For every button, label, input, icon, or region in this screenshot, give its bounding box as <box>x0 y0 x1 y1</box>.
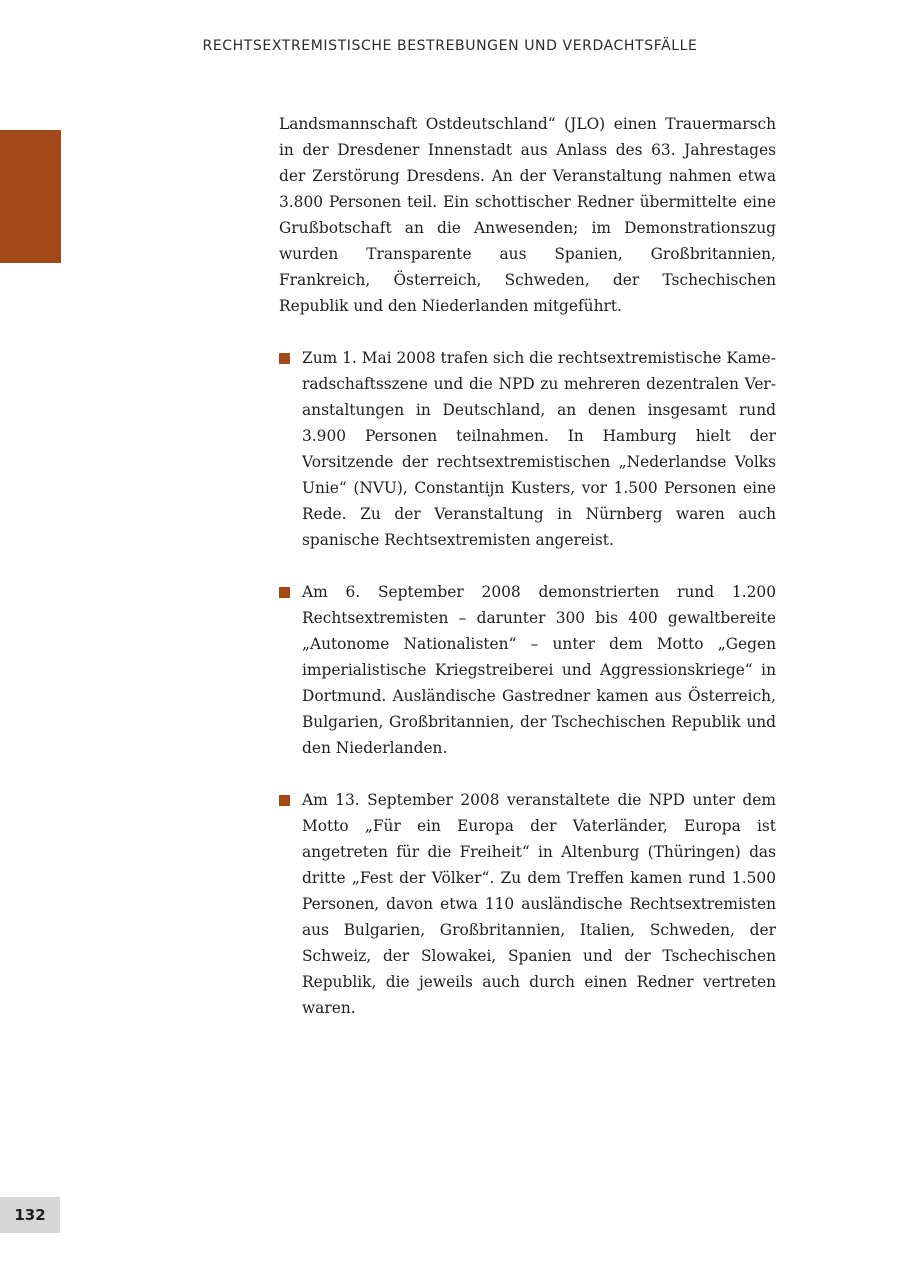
chapter-tab-marker <box>0 130 61 263</box>
page-number: 132 <box>0 1197 60 1233</box>
bullet-item <box>279 579 776 761</box>
square-bullet-icon <box>279 587 290 598</box>
bullet-text: Am 6. September 2008 demonstrierten rund 1.200 Rechtsextremisten – darunter 300 bis 400 gewaltbereite „Autonome Nationalisten“ – unter dem Motto „Gegen imperialistische Kriegstreiberei und Aggressionskriege“ in Dortmund. Ausländische Gastredner kamen aus Österreich, Bulgarien, Großbritannien, der Tschechischen Republik und den Niederlanden. <box>302 583 776 757</box>
running-header: RECHTSEXTREMISTISCHE BESTREBUNGEN UND VERDACHTSFÄLLE <box>202 38 698 54</box>
bullet-text: Am 13. September 2008 veranstaltete die NPD unter dem Motto „Für ein Europa der Vaterländer, Europa ist angetreten für die Freiheit“ in Altenburg (Thüringen) das dritte „Fest der Völker“. Zu dem Treffen kamen rund 1.500 Personen, davon etwa 110 ausländische Rechtsextremisten aus Bulgarien, Großbritannien, Italien, Schweden, der Schweiz, der Slowakei, Spanien und der Tschechischen Republik, die jeweils auch durch einen Redner vertreten waren. <box>302 791 776 1017</box>
square-bullet-icon <box>279 795 290 806</box>
bullet-item <box>279 787 776 1021</box>
square-bullet-icon <box>279 353 290 364</box>
bullet-item <box>279 345 776 553</box>
main-text <box>279 111 776 1047</box>
intro-paragraph: Landsmannschaft Ostdeutschland“ (JLO) einen Trauermarsch in der Dresdener Innenstadt aus Anlass des 63. Jahrestages der Zerstörung Dresdens. An der Veranstaltung nahmen etwa 3.800 Personen teil. Ein schottischer Redner übermittelte eine Grußbotschaft an die Anwesenden; im Demonstrationszug wurden Transparente aus Spanien, Großbritannien, Frankreich, Österreich, Schweden, der Tschechischen Republik und den Niederlanden mitgeführt. <box>279 115 776 315</box>
bullet-text: Zum 1. Mai 2008 trafen sich die rechtsextremistische Kameradschaftsszene und die NPD zu mehreren dezentralen Veranstaltungen in Deutschland, an denen insgesamt rund 3.900 Personen teilnahmen. In Hamburg hielt der Vorsitzende der rechtsextremistischen „Nederlandse Volks Unie“ (NVU), Constantijn Kusters, vor 1.500 Personen eine Rede. Zu der Veranstaltung in Nürnberg waren auch spanische Rechtsextremisten angereist. <box>302 349 776 549</box>
